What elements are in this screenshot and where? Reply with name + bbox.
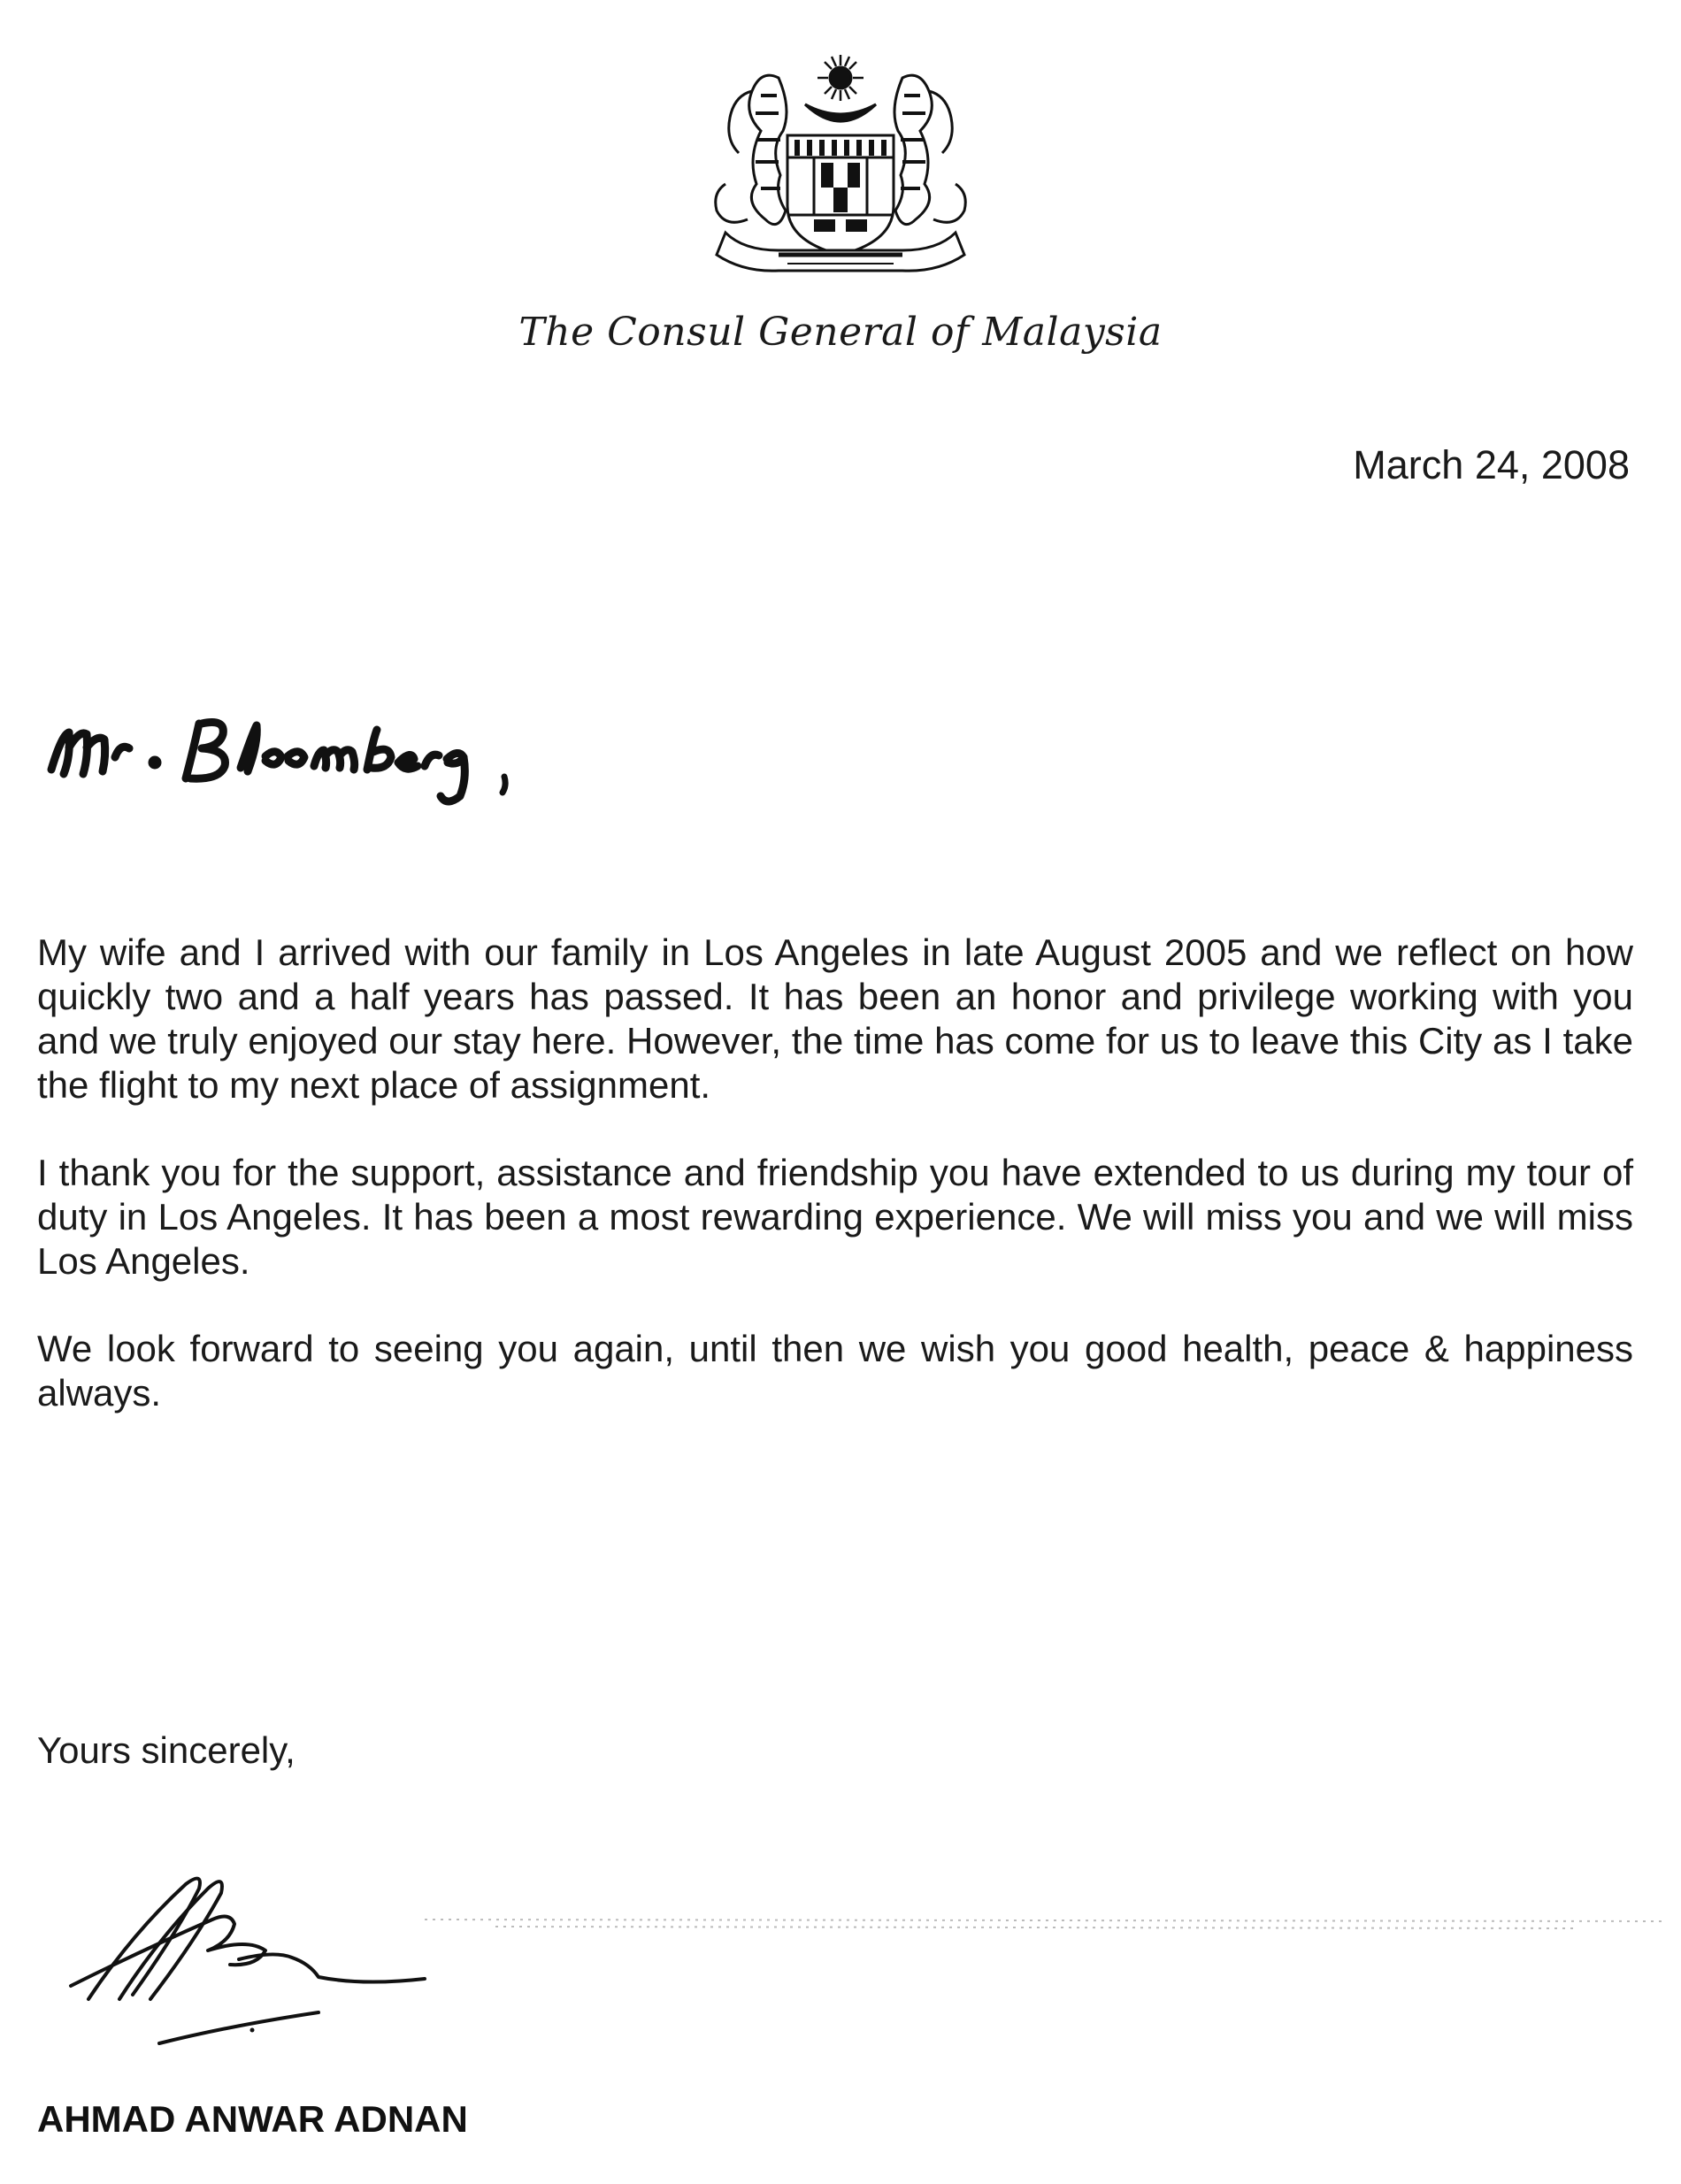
letterhead-title: The Consul General of Malaysia (518, 310, 1163, 355)
signer-name: AHMAD ANWAR ADNAN (37, 2098, 468, 2140)
malaysia-coat-of-arms-icon (681, 42, 1000, 281)
body-paragraph-1: My wife and I arrived with our family in Los Angeles in late August 2005 and we reflect on how quickly two and a half years has passed. It has been an honor and privilege working with you and we truly enjoyed our stay here. However, the time has come for us to leave this City as I take the flight to my next place of assignment. (37, 931, 1633, 1106)
letter-body (37, 931, 1633, 1459)
handwritten-signature-icon (53, 1853, 442, 2065)
body-paragraph-3: We look forward to seeing you again, until then we wish you good health, peace & happiness always. (37, 1328, 1633, 1414)
letter-date: March 24, 2008 (1353, 442, 1630, 487)
body-paragraph-2: I thank you for the support, assistance and friendship you have extended to us during my tour of duty in Los Angeles. It has been a most rewarding experience. We will miss you and we will miss Los Angeles. (37, 1152, 1633, 1282)
closing-line: Yours sincerely, (37, 1729, 296, 1771)
scan-noise-line (425, 1911, 1663, 1937)
handwritten-salutation-icon (44, 708, 593, 814)
